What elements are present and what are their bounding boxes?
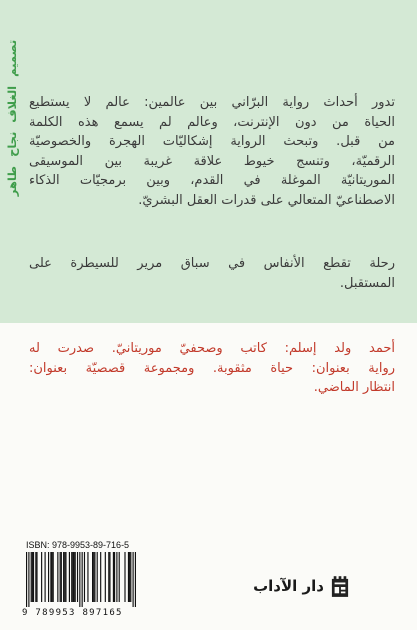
barcode-bar [61,552,62,602]
barcode-bar [48,552,49,602]
barcode-bar [33,552,34,602]
synopsis-line: الاصطناعيّ المتعالي على قدرات العقل البشريّ. [138,192,395,208]
barcode-bar [28,552,29,607]
barcode-bar [128,552,129,602]
barcode-bar [73,552,74,602]
isbn-barcode [26,552,136,607]
barcode-bar [60,552,61,602]
barcode-bar [53,552,54,602]
barcode-bar [119,552,120,602]
barcode-bar [64,552,65,602]
bio-line: رواية بعنوان: حياة مثقوبة. ومجموعة قصصيّة بعنوان: [29,360,395,376]
barcode-bar [92,552,93,602]
barcode-bar [65,552,66,602]
barcode-bar [133,552,134,607]
barcode-bar [82,552,83,607]
barcode-bar [57,552,58,602]
barcode-bar [108,552,109,602]
barcode-bar [130,552,131,602]
barcode-bar [35,552,36,602]
barcode-bar [72,552,73,602]
cover-design-credit: تصميم الغلاف نجاح طاهر [5,39,19,197]
barcode-bar [97,552,98,602]
barcode-bar [100,552,101,602]
author-bio [29,339,395,398]
publisher-logo-icon [331,576,349,598]
barcode-bar [69,552,70,602]
barcode-digits: 9 789953 897165 [22,608,123,618]
barcode-bar [116,552,117,602]
barcode-bar [77,552,78,602]
barcode-bar [113,552,114,602]
barcode-bar [75,552,76,602]
barcode-bar [105,552,106,602]
synopsis-line: من قبل. وتبحث الرواية إشكاليّات الهجرة والخصوصيّة [29,134,395,149]
synopsis-paragraph-2 [29,254,395,293]
barcode-bar [135,552,136,607]
synopsis-line: الموريتانيّة الموغلة في القدم، وبين برمجيّات الذكاء [29,173,395,188]
bio-line: انتظار الماضي. [313,380,395,395]
barcode-bar [36,552,37,602]
barcode-bar [114,552,115,602]
barcode-bar [50,552,51,602]
barcode-bar [45,552,46,602]
barcode-bar [63,552,64,602]
barcode-bar [51,552,52,602]
barcode-bar [84,552,85,602]
barcode-bar [87,552,88,602]
synopsis-line: الرقميّة، وتنسج خيوط علاقة غريبة بين الموسيقى [29,153,395,169]
barcode-bar [94,552,95,602]
barcode-bar [129,552,130,602]
barcode-bar [26,552,27,607]
barcode-bar [71,552,72,602]
bio-line: أحمد ولد إسلم: كاتب وصحفيّ موريتانيّ. صدرت له [29,341,395,356]
publisher-name: دار الآداب [253,577,324,595]
synopsis-paragraph-1 [29,93,395,210]
synopsis-line: الحياة من دون الإنترنت، وعالم لم يسمع هذه الكلمة [29,114,395,130]
barcode-bar [124,552,125,602]
barcode-bar [41,552,42,602]
barcode-bar [79,552,80,607]
synopsis-line: تدور أحداث رواية البرّاني بين عالمين: عالم لا يستطيع [29,95,395,110]
barcode-bar [31,552,32,602]
synopsis-line: المستقبل. [339,275,395,291]
synopsis-line: رحلة تقطع الأنفاس في سباق مرير للسيطرة على [29,256,395,271]
isbn-label: ISBN: 978-9953-89-716-5 [26,540,130,550]
barcode-bar [93,552,94,602]
barcode-bar [109,552,110,602]
barcode-bar [32,552,33,602]
